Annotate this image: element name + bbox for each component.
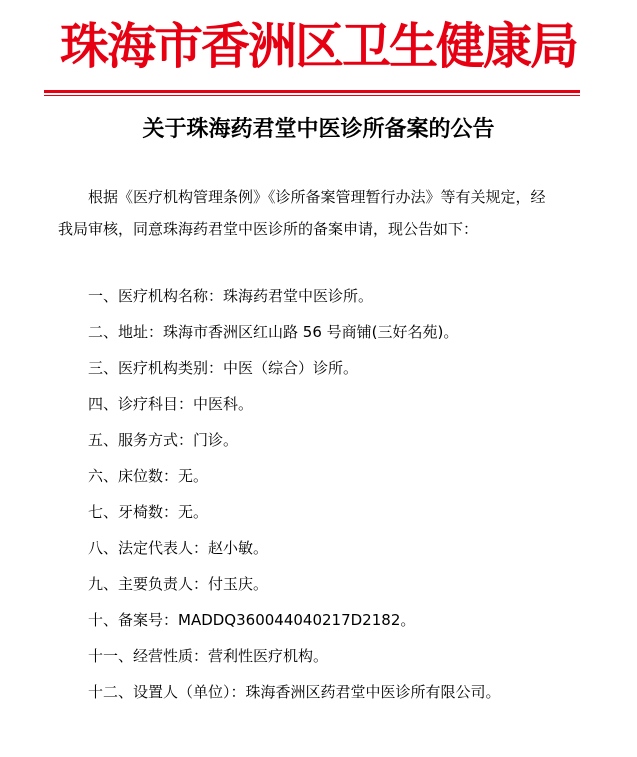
notice-item-principal: 九、主要负责人：付玉庆。	[88, 575, 269, 593]
notice-item-name: 一、医疗机构名称：珠海药君堂中医诊所。	[88, 287, 374, 305]
notice-item-address: 二、地址：珠海市香洲区红山路 56 号商铺(三好名苑)。	[88, 323, 459, 341]
intro-paragraph: 根据《医疗机构管理条例》《诊所备案管理暂行办法》等有关规定，经我局审核，同意珠海药君堂中医诊所的备案申请，现公告如下：	[58, 188, 546, 238]
intro-paragraph-block	[58, 181, 558, 245]
notice-item-beds: 六、床位数：无。	[88, 467, 209, 485]
notice-item-business-nature: 十一、经营性质：营利性医疗机构。	[88, 647, 329, 665]
notice-title: 关于珠海药君堂中医诊所备案的公告	[142, 116, 495, 142]
notice-item-category: 三、医疗机构类别：中医（综合）诊所。	[88, 359, 359, 377]
letterhead-org-name: 珠海市香洲区卫生健康局	[59, 17, 577, 75]
notice-item-filing-number: 十、备案号：MADDQ360044040217D2182。	[88, 611, 416, 629]
notice-item-dental-chairs: 七、牙椅数：无。	[88, 503, 209, 521]
letterhead-red-rule	[44, 90, 580, 93]
notice-items-list	[58, 278, 558, 710]
notice-item-service: 五、服务方式：门诊。	[88, 431, 239, 449]
notice-item-department: 四、诊疗科目：中医科。	[88, 395, 254, 413]
notice-item-establisher: 十二、设置人（单位）：珠海香洲区药君堂中医诊所有限公司。	[88, 683, 501, 701]
letterhead-red-rule-thin	[44, 95, 580, 96]
notice-item-legal-rep: 八、法定代表人：赵小敏。	[88, 539, 269, 557]
